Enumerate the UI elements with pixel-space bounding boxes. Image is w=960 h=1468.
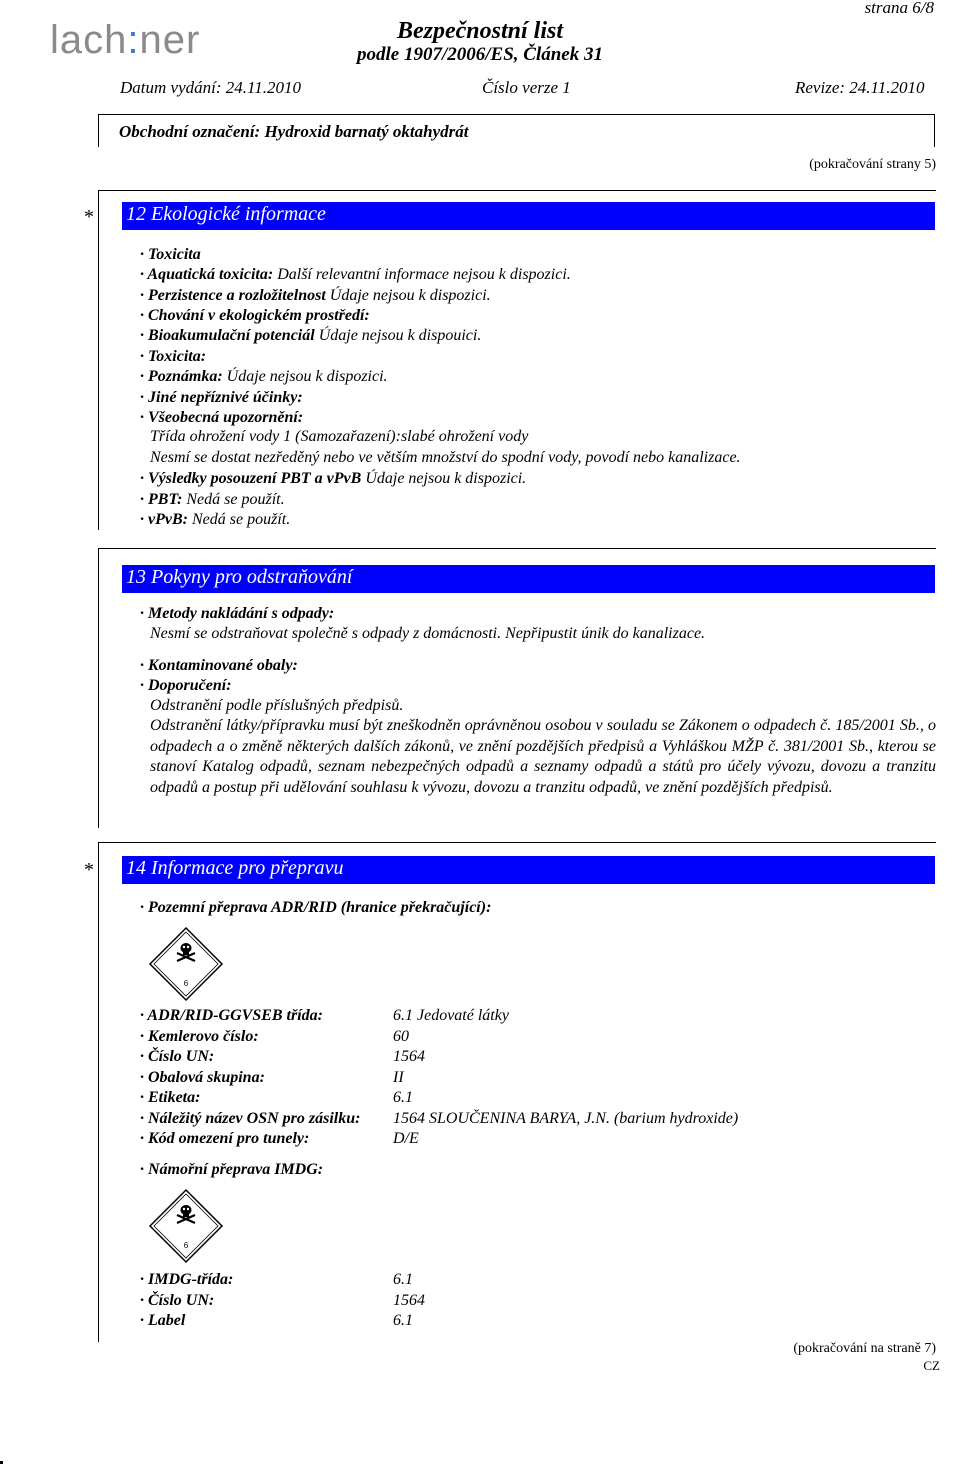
water-warning: Nesmí se dostat nezředěný nebo ve větším množství do spodní vody, povodí nebo kanalizace.	[150, 449, 741, 466]
adr-label: · ADR/RID-GGVSEB třída:	[140, 1007, 323, 1024]
pbt-assessment-value: Údaje nejsou k dispozici.	[361, 470, 527, 487]
page-mark	[0, 1461, 3, 1464]
bioaccumulation-value: Údaje nejsou k dispouici.	[314, 327, 482, 344]
imdg-label: · IMDG-třída:	[140, 1271, 234, 1288]
vpvb	[140, 510, 290, 530]
persistence	[140, 286, 491, 306]
adr-value: 60	[393, 1027, 409, 1045]
adr-value: 6.1 Jedovaté látky	[393, 1007, 509, 1024]
logo-text-right: ner	[139, 18, 201, 62]
general-notes: · Všeobecná upozornění:	[140, 409, 304, 426]
pictogram-number: 6	[183, 1241, 189, 1250]
persistence-label: · Perzistence a rozložitelnost	[140, 287, 326, 304]
adr-label: · Kemlerovo číslo:	[140, 1027, 259, 1045]
persistence-value: Údaje nejsou k dispozici.	[325, 287, 491, 304]
aquatic-toxicity-value: Další relevantní informace nejsou k dispozici.	[273, 266, 571, 283]
vpvb-value: Nedá se použít.	[187, 511, 291, 528]
adr-value: D/E	[393, 1130, 419, 1147]
bioaccumulation	[140, 326, 481, 346]
toxic-pictogram-imdg	[148, 1188, 224, 1264]
section-12-heading: 12 Ekologické informace	[122, 202, 935, 230]
imdg-value: 6.1	[393, 1312, 413, 1329]
imdg-value: 6.1	[393, 1271, 413, 1288]
toxic-pictogram	[148, 926, 224, 1002]
continued-from: (pokračování strany 5)	[809, 157, 936, 172]
toxicity-heading: · Toxicita	[140, 246, 201, 263]
document-title: Bezpečnostní list	[396, 18, 564, 44]
sea-transport: · Námořní přeprava IMDG:	[140, 1161, 324, 1178]
adr-label: · Náležitý název OSN pro zásilku:	[140, 1109, 361, 1127]
adr-value: 1564	[393, 1048, 425, 1065]
aquatic-toxicity	[140, 265, 571, 285]
other-effects: · Jiné nepříznivé účinky:	[140, 389, 303, 406]
note-value: Údaje nejsou k dispozici.	[222, 368, 388, 385]
page-number: strana 6/8	[864, 0, 934, 17]
adr-value: 6.1	[393, 1089, 413, 1106]
contaminated-packaging: · Kontaminované obaly:	[140, 657, 298, 674]
section-13-heading: 13 Pokyny pro odstraňování	[122, 565, 935, 593]
note-label: · Poznámka:	[140, 368, 223, 385]
toxicity-label: · Toxicita:	[140, 348, 207, 365]
revision-star: *	[84, 859, 94, 881]
legal-paragraph: Odstranění látky/přípravku musí být zneškodněn oprávněnou osobou v souladu se Zákonem o odpadech č. 185/2001 Sb., o odpadech a o změně některých dalších zákonů, ve znění pozdějších předpisů a Vyhláškou MŽP č. 381/2001 Sb., kterou se stanoví Katalog odpadů, seznam nebezpečných odpadů a seznamy odpadů a států pro účely vývozu, dovozu a tranzitu odpadů a postup při udělování souhlasu k vývozu, dovozu a tranzitu odpadů, ve znění pozdějších předpisů.	[150, 717, 936, 796]
disposal-methods: · Metody nakládání s odpady:	[140, 605, 335, 622]
logo-text-left: lach	[50, 18, 128, 62]
skull-icon	[148, 926, 224, 1002]
trade-name: Obchodní označení: Hydroxid barnatý oktahydrát	[98, 114, 935, 147]
pbt	[140, 490, 285, 510]
vpvb-label: · vPvB:	[140, 511, 188, 528]
language-code: CZ	[923, 1358, 940, 1373]
imdg-label: · Label	[140, 1312, 186, 1329]
water-hazard-class: Třída ohrožení vody 1 (Samozařazení):slabé ohrožení vody	[150, 428, 529, 445]
imdg-value: 1564	[393, 1291, 425, 1309]
continued-to: (pokračování na straně 7)	[793, 1341, 936, 1356]
adr-label: · Číslo UN:	[140, 1048, 215, 1065]
pbt-assessment	[140, 469, 526, 489]
revision-date: Revize: 24.11.2010	[795, 78, 925, 97]
skull-icon	[148, 1188, 224, 1264]
environment-behaviour: · Chování v ekologickém prostředí:	[140, 307, 370, 324]
document-subtitle: podle 1907/2006/ES, Článek 31	[357, 44, 603, 65]
revision-star: *	[84, 206, 94, 228]
issue-date: Datum vydání: 24.11.2010	[120, 78, 301, 97]
adr-label: · Kód omezení pro tunely:	[140, 1130, 310, 1147]
version-number: Číslo verze 1	[482, 78, 571, 97]
logo-colon: :	[127, 18, 140, 62]
recommendation: · Doporučení:	[140, 677, 232, 694]
pbt-assessment-label: · Výsledky posouzení PBT a vPvB	[140, 470, 362, 487]
section-14-heading: 14 Informace pro přepravu	[122, 856, 935, 884]
note	[140, 367, 388, 387]
pbt-label: · PBT:	[140, 491, 183, 508]
pbt-value: Nedá se použít.	[182, 491, 285, 508]
adr-label: · Etiketa:	[140, 1089, 201, 1106]
imdg-label: · Číslo UN:	[140, 1291, 215, 1309]
adr-label: · Obalová skupina:	[140, 1068, 265, 1086]
pictogram-number: 6	[183, 979, 189, 988]
disposal-rule: Odstranění podle příslušných předpisů.	[150, 697, 404, 714]
aquatic-toxicity-label: · Aquatická toxicita:	[140, 266, 274, 283]
land-transport: · Pozemní přeprava ADR/RID (hranice překračující):	[140, 899, 492, 916]
adr-value: 1564 SLOUČENINA BARYA, J.N. (barium hydroxide)	[393, 1109, 739, 1127]
disposal-text: Nesmí se odstraňovat společně s odpady z domácnosti. Nepřipustit únik do kanalizace.	[150, 625, 706, 642]
adr-value: II	[393, 1068, 404, 1086]
bioaccumulation-label: · Bioakumulační potenciál	[140, 327, 315, 344]
